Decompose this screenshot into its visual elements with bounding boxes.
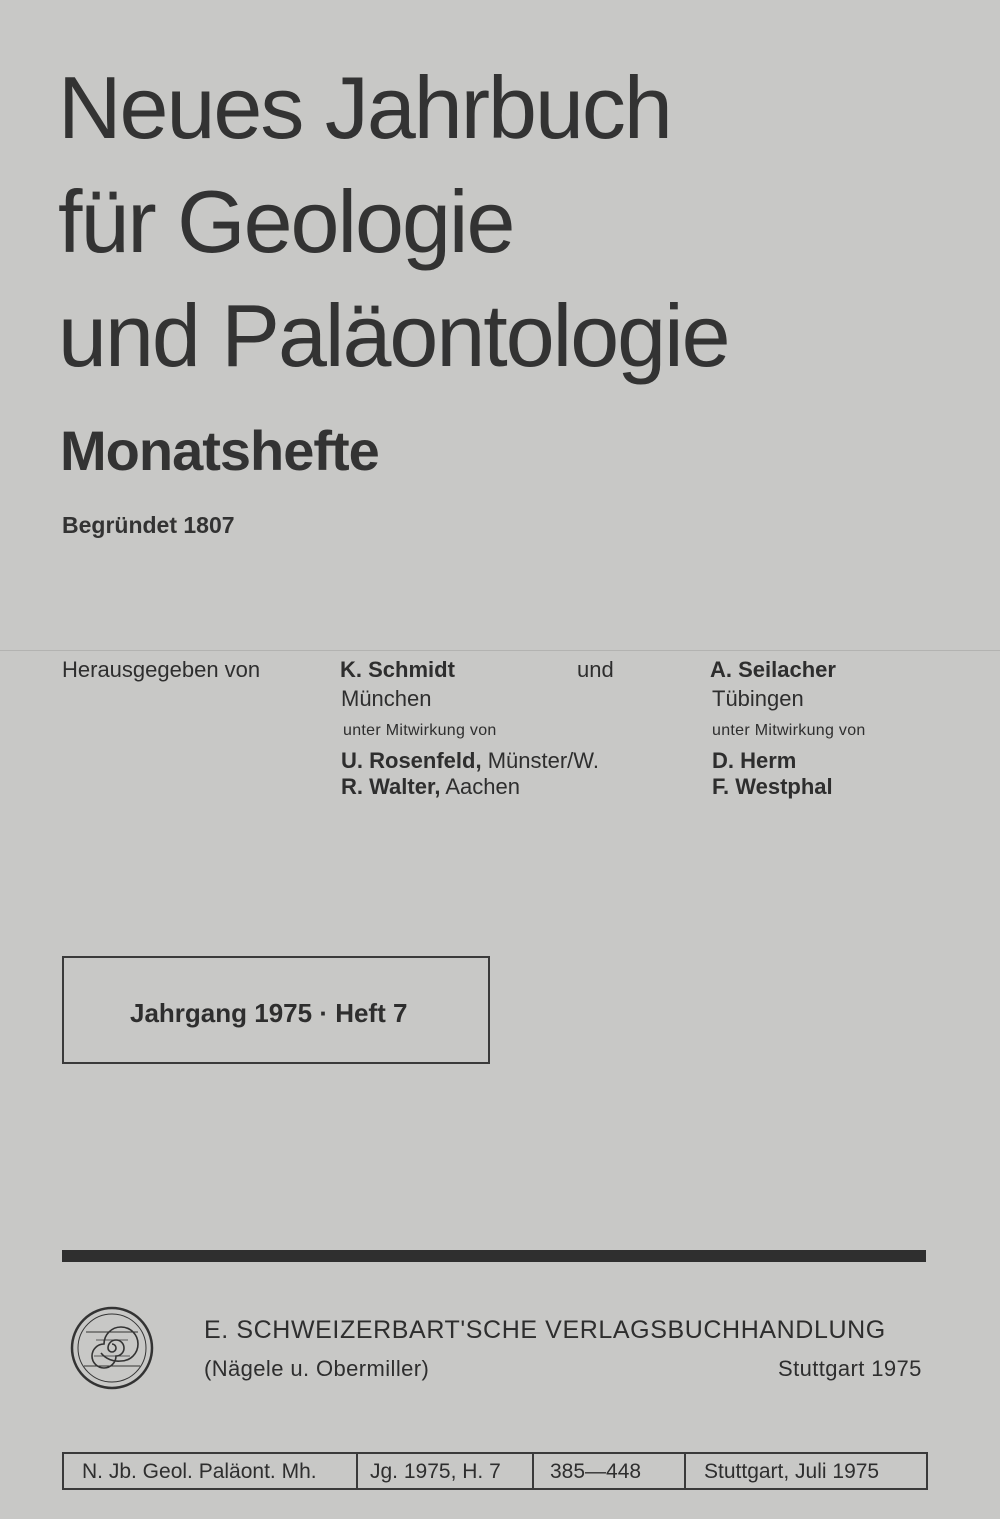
citation-divider: [532, 1454, 534, 1488]
editor-right-collab-label: unter Mitwirkung von: [712, 722, 866, 739]
citation-journal: N. Jb. Geol. Paläont. Mh.: [82, 1460, 317, 1483]
subtitle: Monatshefte: [60, 419, 379, 482]
citation-pages: 385—448: [550, 1460, 642, 1483]
title-line-3: und Paläontologie: [58, 286, 729, 385]
editors-conjunction: und: [577, 657, 614, 682]
editor-left-name: K. Schmidt: [340, 657, 455, 682]
title-line-1: Neues Jahrbuch: [58, 58, 671, 157]
publisher-name: E. SCHWEIZERBART'SCHE VERLAGSBUCHHANDLUNG: [204, 1316, 886, 1344]
editor-left-city: München: [341, 686, 432, 711]
contributor-right-2: F. Westphal: [712, 774, 833, 799]
contributor-left-1-name: U. Rosenfeld,: [341, 748, 482, 773]
editors-intro: Herausgegeben von: [62, 657, 261, 682]
editor-right-name: A. Seilacher: [710, 657, 836, 682]
contributor-left-2-name: R. Walter,: [341, 774, 441, 799]
contributor-left-2-place: Aachen: [445, 774, 520, 799]
contributor-right-1: D. Herm: [712, 748, 797, 773]
ammonite-seal-icon: [66, 1302, 158, 1394]
editor-right-city: Tübingen: [712, 686, 804, 711]
divider-rule: [62, 1250, 926, 1262]
founded-note: Begründet 1807: [62, 512, 235, 538]
citation-strip: [62, 1452, 928, 1490]
title-line-2: für Geologie: [58, 172, 514, 271]
contributor-left-2: [341, 774, 520, 800]
editor-left-collab-label: unter Mitwirkung von: [343, 722, 497, 739]
fold-line: [0, 650, 1000, 651]
contributor-left-1: [341, 748, 599, 774]
citation-divider: [356, 1454, 358, 1488]
publisher-city-year: Stuttgart 1975: [778, 1356, 922, 1381]
publisher-subtitle: (Nägele u. Obermiller): [204, 1356, 430, 1381]
citation-divider: [684, 1454, 686, 1488]
contributor-left-1-place: Münster/W.: [487, 748, 599, 773]
citation-volume: Jg. 1975, H. 7: [370, 1460, 501, 1483]
issue-label: Jahrgang 1975 · Heft 7: [130, 998, 408, 1028]
citation-place-date: Stuttgart, Juli 1975: [704, 1460, 880, 1483]
